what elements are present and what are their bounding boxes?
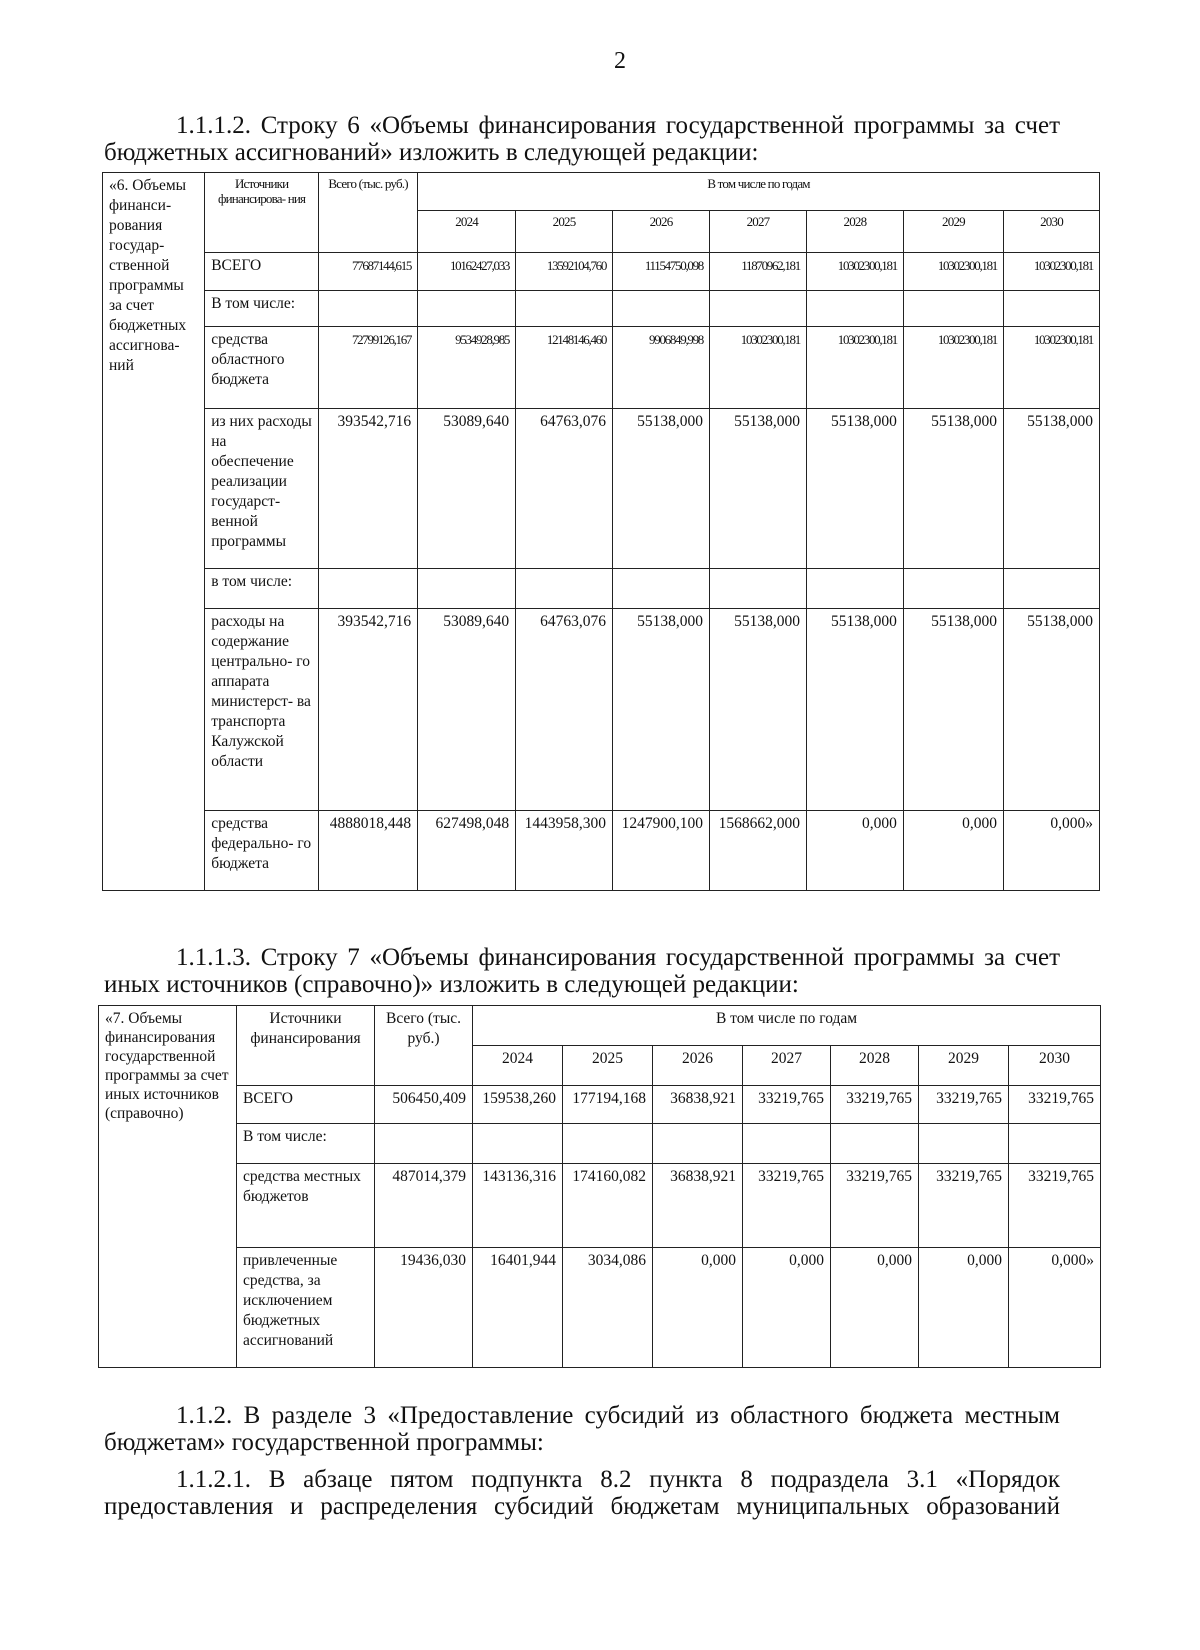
year-header: 2030 — [1004, 211, 1100, 253]
row-total: 506450,409 — [375, 1086, 473, 1124]
table-row-name: «7. Объемы финансирования государственной программы за счет иных источников (справочно) — [99, 1006, 237, 1368]
cell-value: 10302300,181 — [806, 327, 903, 409]
cell-value: 177194,168 — [563, 1086, 653, 1124]
row-label: из них расходы на обеспечение реализации государст- венной программы — [205, 409, 319, 569]
cell-value: 0,000» — [1009, 1248, 1101, 1368]
row-label: в том числе: — [205, 569, 319, 609]
cell-value: 55138,000 — [1004, 609, 1100, 811]
year-header: 2026 — [653, 1046, 743, 1086]
year-header: 2027 — [710, 211, 807, 253]
cell-value — [903, 291, 1003, 327]
cell-value: 33219,765 — [1009, 1164, 1101, 1248]
cell-value: 33219,765 — [919, 1164, 1009, 1248]
year-header: 2026 — [613, 211, 710, 253]
cell-value: 55138,000 — [806, 409, 903, 569]
cell-value: 33219,765 — [831, 1164, 919, 1248]
cell-value — [516, 291, 613, 327]
cell-value: 55138,000 — [903, 609, 1003, 811]
cell-value — [743, 1124, 831, 1164]
cell-value: 10302300,181 — [903, 253, 1003, 291]
cell-value: 55138,000 — [613, 409, 710, 569]
row-label: привлеченные средства, за исключением бюджетных ассигнований — [237, 1248, 375, 1368]
cell-value: 10302300,181 — [710, 327, 807, 409]
table-row — [103, 291, 1100, 327]
column-header-total: Всего (тыс. руб.) — [319, 173, 418, 253]
cell-value: 33219,765 — [831, 1086, 919, 1124]
cell-value: 1568662,000 — [710, 811, 807, 891]
cell-value: 143136,316 — [473, 1164, 563, 1248]
cell-value — [710, 291, 807, 327]
cell-value: 55138,000 — [1004, 409, 1100, 569]
cell-value: 12148146,460 — [516, 327, 613, 409]
cell-value: 0,000 — [919, 1248, 1009, 1368]
row-label: В том числе: — [205, 291, 319, 327]
paragraph-line: иных источников (справочно)» изложить в следующей редакции: — [104, 971, 799, 998]
cell-value: 627498,048 — [418, 811, 516, 891]
cell-value: 10302300,181 — [903, 327, 1003, 409]
cell-value — [1009, 1124, 1101, 1164]
paragraph-line: 1.1.1.3. Строку 7 «Объемы финансирования государственной программы за счет — [176, 944, 1060, 971]
cell-value — [516, 569, 613, 609]
cell-value: 1443958,300 — [516, 811, 613, 891]
year-header: 2024 — [418, 211, 516, 253]
cell-value: 16401,944 — [473, 1248, 563, 1368]
row-label: В том числе: — [237, 1124, 375, 1164]
row-total: 77687144,615 — [319, 253, 418, 291]
table-row — [103, 327, 1100, 409]
paragraph-1-1-1-2 — [104, 112, 1060, 166]
cell-value: 33219,765 — [743, 1164, 831, 1248]
cell-value: 10302300,181 — [806, 253, 903, 291]
column-header-source: Источники финансирова- ния — [205, 173, 319, 253]
table-row — [103, 409, 1100, 569]
cell-value: 0,000 — [653, 1248, 743, 1368]
paragraph-1-1-2 — [104, 1402, 1060, 1456]
year-header: 2030 — [1009, 1046, 1101, 1086]
cell-value — [418, 569, 516, 609]
cell-value: 174160,082 — [563, 1164, 653, 1248]
paragraph-1-1-1-3 — [104, 944, 1060, 998]
cell-value — [563, 1124, 653, 1164]
paragraph-line: 1.1.1.2. Строку 6 «Объемы финансирования государственной программы за счет — [176, 112, 1060, 139]
cell-value: 159538,260 — [473, 1086, 563, 1124]
cell-value: 0,000 — [831, 1248, 919, 1368]
row-total — [319, 569, 418, 609]
row-label: ВСЕГО — [237, 1086, 375, 1124]
table-row — [103, 609, 1100, 811]
cell-value: 64763,076 — [516, 609, 613, 811]
row-label: ВСЕГО — [205, 253, 319, 291]
cell-value — [1004, 569, 1100, 609]
budget-table-row-7 — [98, 1005, 1101, 1368]
table-row — [103, 569, 1100, 609]
cell-value: 53089,640 — [418, 609, 516, 811]
cell-value — [710, 569, 807, 609]
cell-value: 33219,765 — [919, 1086, 1009, 1124]
paragraph-line: бюджетам» государственной программы: — [104, 1429, 544, 1456]
cell-value — [806, 291, 903, 327]
cell-value: 55138,000 — [806, 609, 903, 811]
cell-value: 0,000 — [903, 811, 1003, 891]
year-header: 2028 — [806, 211, 903, 253]
table-row-name: «6. Объемы финанси- рования государ- ственной программы за счет бюджетных ассигнова- ний — [103, 173, 205, 891]
row-total: 487014,379 — [375, 1164, 473, 1248]
table-row — [103, 253, 1100, 291]
cell-value — [831, 1124, 919, 1164]
cell-value: 9906849,998 — [613, 327, 710, 409]
table-row — [99, 1164, 1101, 1248]
cell-value: 0,000» — [1004, 811, 1100, 891]
cell-value: 10302300,181 — [1004, 253, 1100, 291]
cell-value — [806, 569, 903, 609]
row-total: 393542,716 — [319, 609, 418, 811]
cell-value: 33219,765 — [743, 1086, 831, 1124]
cell-value — [653, 1124, 743, 1164]
cell-value: 55138,000 — [710, 609, 807, 811]
cell-value: 10302300,181 — [1004, 327, 1100, 409]
paragraph-line: предоставления и распределения субсидий бюджетам муниципальных образований — [104, 1493, 1060, 1520]
row-label: средства областного бюджета — [205, 327, 319, 409]
cell-value: 64763,076 — [516, 409, 613, 569]
year-header: 2028 — [831, 1046, 919, 1086]
cell-value: 55138,000 — [710, 409, 807, 569]
cell-value — [903, 569, 1003, 609]
cell-value: 55138,000 — [903, 409, 1003, 569]
cell-value — [1004, 291, 1100, 327]
cell-value: 33219,765 — [1009, 1086, 1101, 1124]
paragraph-line: 1.1.2.1. В абзаце пятом подпункта 8.2 пункта 8 подраздела 3.1 «Порядок — [176, 1466, 1060, 1493]
cell-value: 1247900,100 — [613, 811, 710, 891]
cell-value: 55138,000 — [613, 609, 710, 811]
table-row — [103, 811, 1100, 891]
year-header: 2029 — [919, 1046, 1009, 1086]
cell-value: 36838,921 — [653, 1164, 743, 1248]
year-header: 2025 — [516, 211, 613, 253]
row-label: расходы на содержание центрально- го аппарата министерст- ва транспорта Калужской области — [205, 609, 319, 811]
cell-value: 36838,921 — [653, 1086, 743, 1124]
cell-value: 13592104,760 — [516, 253, 613, 291]
page-number: 2 — [614, 48, 626, 74]
table-row — [99, 1124, 1101, 1164]
cell-value: 3034,086 — [563, 1248, 653, 1368]
paragraph-line: бюджетных ассигнований» изложить в следующей редакции: — [104, 139, 759, 166]
row-label: средства федерально- го бюджета — [205, 811, 319, 891]
column-header-years: В том числе по годам — [473, 1006, 1101, 1046]
cell-value: 11870962,181 — [710, 253, 807, 291]
row-total: 19436,030 — [375, 1248, 473, 1368]
cell-value — [919, 1124, 1009, 1164]
row-total: 72799126,167 — [319, 327, 418, 409]
cell-value: 0,000 — [806, 811, 903, 891]
table-row — [99, 1086, 1101, 1124]
table-row — [99, 1248, 1101, 1368]
row-total — [319, 291, 418, 327]
cell-value: 9534928,985 — [418, 327, 516, 409]
column-header-years: В том числе по годам — [418, 173, 1100, 211]
year-header: 2025 — [563, 1046, 653, 1086]
cell-value — [613, 291, 710, 327]
budget-table-row-6 — [102, 172, 1100, 891]
row-label: средства местных бюджетов — [237, 1164, 375, 1248]
year-header: 2024 — [473, 1046, 563, 1086]
paragraph-1-1-2-1 — [104, 1466, 1060, 1520]
row-total: 393542,716 — [319, 409, 418, 569]
row-total: 4888018,448 — [319, 811, 418, 891]
cell-value — [418, 291, 516, 327]
cell-value: 11154750,098 — [613, 253, 710, 291]
year-header: 2027 — [743, 1046, 831, 1086]
cell-value — [613, 569, 710, 609]
paragraph-line: 1.1.2. В разделе 3 «Предоставление субсидий из областного бюджета местным — [176, 1402, 1060, 1429]
cell-value — [473, 1124, 563, 1164]
column-header-source: Источники финансирования — [237, 1006, 375, 1086]
cell-value: 0,000 — [743, 1248, 831, 1368]
year-header: 2029 — [903, 211, 1003, 253]
column-header-total: Всего (тыс. руб.) — [375, 1006, 473, 1086]
cell-value: 53089,640 — [418, 409, 516, 569]
row-total — [375, 1124, 473, 1164]
cell-value: 10162427,033 — [418, 253, 516, 291]
